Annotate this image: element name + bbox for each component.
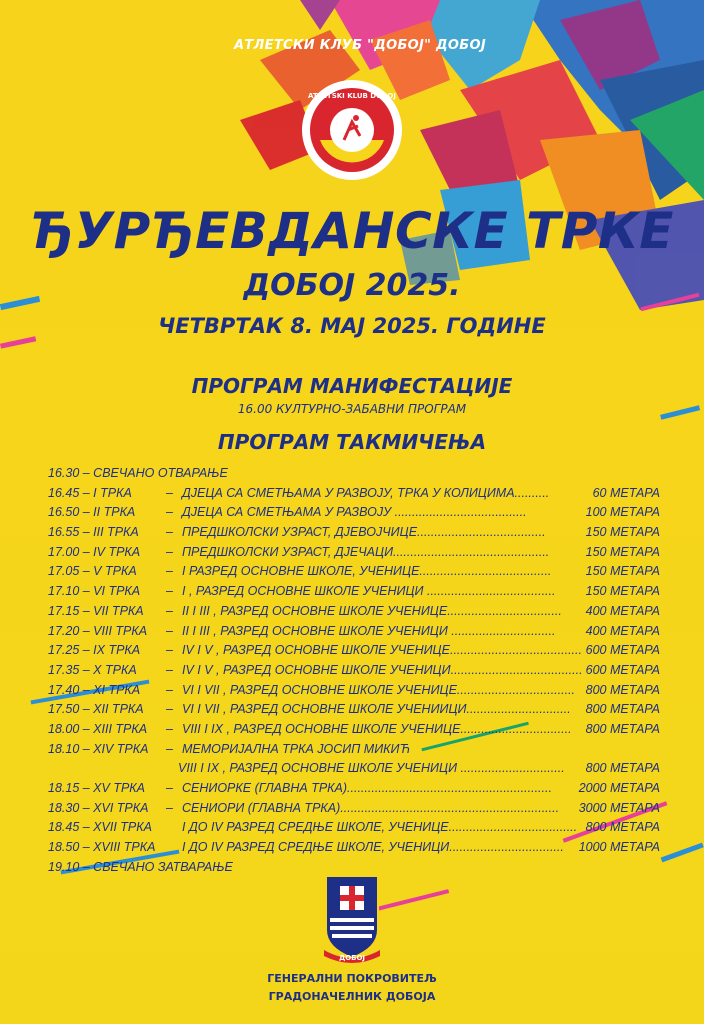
race-dash: – [166,682,173,697]
race-distance: 60 МЕТАРА [592,485,660,500]
schedule-row [48,720,660,740]
schedule-row [48,759,660,779]
club-logo [300,78,404,182]
schedule-row [48,700,660,720]
race-time: 17.35 – X ТРКА [48,662,137,677]
sponsor-line-1: ГЕНЕРАЛНИ ПОКРОВИТЕЉ [267,972,437,985]
race-time: 17.40 – XI ТРКА [48,682,141,697]
race-dash: – [166,505,173,520]
race-distance: 600 МЕТАРА [585,643,660,658]
race-description: СЕНИОРКЕ (ГЛАВНА ТРКА)........................................................... [182,781,552,795]
race-time: 17.15 – VII ТРКА [48,603,144,618]
race-dash: – [166,643,173,658]
race-distance: 800 МЕТАРА [585,682,660,697]
race-time: 17.20 – VIII ТРКА [48,623,148,638]
race-distance: 3000 МЕТАРА [578,800,660,815]
race-time: 18.50 – XVIII ТРКА [48,840,156,855]
race-description: II I III , РАЗРЕД ОСНОВНЕ ШКОЛЕ УЧЕНИЦИ .............................. [182,623,556,638]
race-distance: 800 МЕТАРА [585,702,660,717]
race-description: VIII I IX , РАЗРЕД ОСНОВНЕ ШКОЛЕ УЧЕНИЦИ .............................. [178,761,565,776]
race-description: I ДО IV РАЗРЕД СРЕДЊЕ ШКОЛЕ, УЧЕНИЦИ................................. [182,840,564,855]
race-time: 18.15 – XV ТРКА [48,781,146,795]
city-crest-icon [318,870,386,966]
race-distance: 1000 МЕТАРА [578,840,660,855]
race-dash: – [166,800,173,815]
logo-text: ATLETSKI KLUB DOBOJ [308,92,396,100]
schedule-row [48,681,660,701]
schedule-row [48,838,660,858]
race-time: 16.30 – СВЕЧАНО ОТВАРАЊЕ [48,466,228,480]
race-dash: – [166,623,173,638]
race-description: ДЈЕЦА СА СМЕТЊАМА У РАЗВОЈУ, ТРКА У КОЛИЦИМА.......... [182,485,550,500]
schedule-row [48,523,660,543]
race-time: 18.45 – XVII ТРКА [48,820,152,835]
schedule-row [48,779,660,799]
race-description: VI I VII , РАЗРЕД ОСНОВНЕ ШКОЛЕ УЧЕНИЦЕ.................................. [182,682,576,697]
schedule-row [48,641,660,661]
schedule-row [48,503,660,523]
race-time: 17.00 – IV ТРКА [48,544,141,559]
race-dash: – [166,702,173,717]
race-distance: 400 МЕТАРА [585,623,660,638]
race-time: 17.25 – IX ТРКА [48,643,141,658]
race-dash: – [166,781,173,795]
schedule-row [48,543,660,563]
race-distance: 2000 МЕТАРА [578,781,660,795]
club-name: АТЛЕТСКИ КЛУБ "ДОБОЈ" ДОБОЈ [234,38,486,53]
race-dash: – [166,525,173,540]
page-subtitle: ДОБОЈ 2025. [243,268,461,303]
race-time: 16.55 – III ТРКА [48,525,139,540]
schedule-row [48,622,660,642]
race-description: I РАЗРЕД ОСНОВНЕ ШКОЛЕ, УЧЕНИЦЕ...................................... [182,564,552,579]
program-subtitle: 16.00 КУЛТУРНО-ЗАБАВНИ ПРОГРАМ [237,402,467,416]
schedule-row [48,602,660,622]
schedule-row [48,582,660,602]
race-dash: – [166,584,173,599]
page-title: ЂУРЂЕВДАНСКЕ ТРКЕ [30,202,674,260]
race-dash: – [166,741,173,756]
program-title: ПРОГРАМ МАНИФЕСТАЦИЈЕ [191,374,513,398]
race-distance: 800 МЕТАРА [585,761,660,776]
race-dash: – [166,721,173,736]
schedule-row [48,661,660,681]
race-distance: 150 МЕТАРА [585,525,660,540]
crest-text: ДОБОЈ [338,954,366,962]
race-description: VI I VII , РАЗРЕД ОСНОВНЕ ШКОЛЕ УЧЕНИИЦИ.............................. [182,702,571,717]
race-time: 16.45 – I ТРКА [48,485,132,500]
schedule-row [48,740,660,760]
schedule-row [48,562,660,582]
race-distance: 150 МЕТАРА [585,584,660,599]
race-distance: 800 МЕТАРА [585,820,660,835]
race-dash: – [166,485,173,500]
race-schedule [48,464,660,877]
event-date: ЧЕТВРТАК 8. МАЈ 2025. ГОДИНЕ [158,314,546,338]
race-distance: 400 МЕТАРА [585,603,660,618]
sponsor-line-2: ГРАДОНАЧЕЛНИК ДОБОЈА [268,990,436,1003]
competition-title: ПРОГРАМ ТАКМИЧЕЊА [217,430,487,454]
race-time: 19.10 – СВЕЧАНО ЗАТВАРАЊЕ [48,859,233,874]
race-distance: 150 МЕТАРА [585,544,660,559]
race-distance: 600 МЕТАРА [585,662,660,677]
race-time: 18.00 – XIII ТРКА [48,721,148,736]
race-description: СЕНИОРИ (ГЛАВНА ТРКА)............................................................... [182,800,560,815]
race-dash: – [166,544,173,559]
schedule-row [48,818,660,838]
race-description: I , РАЗРЕД ОСНОВНЕ ШКОЛЕ УЧЕНИЦИ ..................................... [182,584,556,599]
race-time: 17.50 – XII ТРКА [48,702,144,717]
race-time: 16.50 – II ТРКА [48,505,136,520]
race-dash: – [166,662,173,677]
race-description: II I III , РАЗРЕД ОСНОВНЕ ШКОЛЕ УЧЕНИЦЕ................................. [182,603,562,618]
race-dash: – [166,564,173,579]
race-description: I ДО IV РАЗРЕД СРЕДЊЕ ШКОЛЕ, УЧЕНИЦЕ..................................... [182,820,578,835]
race-time: 17.05 – V ТРКА [48,564,137,579]
race-dash: – [166,603,173,618]
race-time: 18.10 – XIV ТРКА [48,741,149,756]
race-description: IV I V , РАЗРЕД ОСНОВНЕ ШКОЛЕ УЧЕНИЦЕ...................................... [182,643,582,658]
race-distance: 100 МЕТАРА [585,505,660,520]
race-description: ПРЕДШКОЛСКИ УЗРАСТ, ДЈЕЧАЦИ............................................. [182,544,550,559]
race-description: ДЈЕЦА СА СМЕТЊАМА У РАЗВОЈУ ...................................... [182,505,527,520]
race-description: IV I V , РАЗРЕД ОСНОВНЕ ШКОЛЕ УЧЕНИЦИ...................................... [182,662,583,677]
schedule-row [48,799,660,819]
race-distance: 800 МЕТАРА [585,721,660,736]
race-description: ПРЕДШКОЛСКИ УЗРАСТ, ДЈЕВОЈЧИЦЕ..................................... [182,525,546,540]
schedule-row [48,484,660,504]
race-description: МЕМОРИЈАЛНА ТРКА ЈОСИП МИКИЋ [182,741,410,756]
schedule-row [48,464,660,484]
race-time: 17.10 – VI ТРКА [48,584,141,599]
race-time: 18.30 – XVI ТРКА [48,800,149,815]
race-description: VIII I IX , РАЗРЕД ОСНОВНЕ ШКОЛЕ УЧЕНИЦЕ................................ [182,721,572,736]
race-distance: 150 МЕТАРА [585,564,660,579]
